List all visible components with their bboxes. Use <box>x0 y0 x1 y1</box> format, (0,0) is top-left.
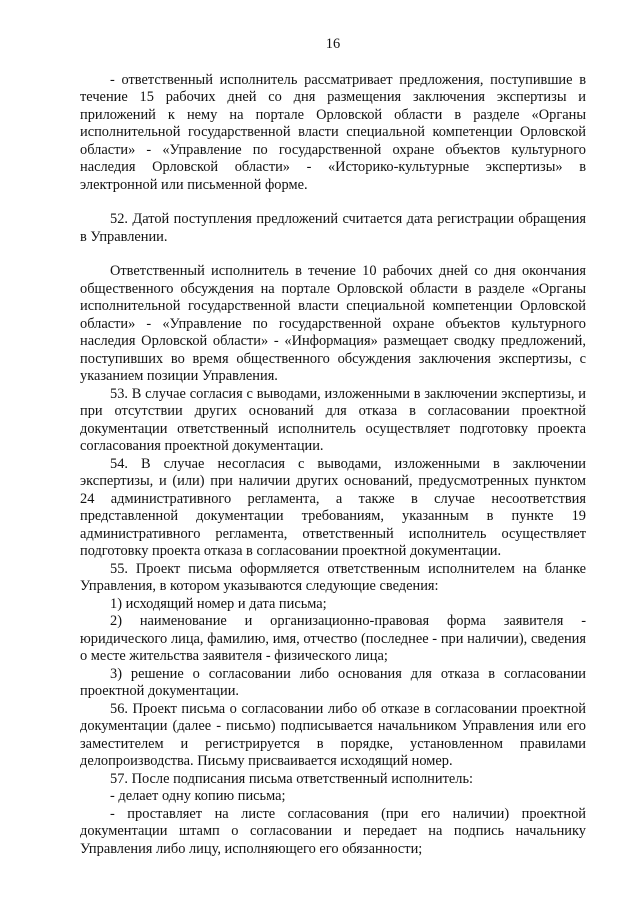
list-item-1: 1) исходящий номер и дата письма; <box>110 595 327 612</box>
paragraph-53: 53. В случае согласия с выводами, изложенными в заключении экспертизы, и при отсутствии других оснований для отказа в согласовании проектной документации ответственный исполнитель осуществляет подготовку проекта согласования проектной документации. <box>80 385 586 454</box>
list-item-stamp: - проставляет на листе согласования (при его наличии) проектной документации штамп о согласовании и передает на подпись начальнику Управления либо лицу, исполняющего его обязанности; <box>80 805 586 857</box>
paragraph-55: 55. Проект письма оформляется ответственным исполнителем на бланке Управления, в котором указываются следующие сведения: <box>80 560 586 594</box>
list-item-2: 2) наименование и организационно-правовая форма заявителя - юридического лица, фамилию, имя, отчество (последнее - при наличии), сведения о месте жительства заявителя - физического лица; <box>80 613 586 664</box>
page-number: 16 <box>325 36 341 52</box>
paragraph-52: 52. Датой поступления предложений считается дата регистрации обращения в Управлении. <box>80 211 586 245</box>
paragraph-proposals-review: - ответственный исполнитель рассматривает предложения, поступившие в течение 15 рабочих дней со дня размещения заключения экспертизы и приложений к нему на портале Орловской области в разделе «Органы исполнительной государственной власти специальной компетенции Орловской области» - «Управление по государственной охране объектов культурного наследия Орловской области» - «Историко-культурные экспертизы» в электронной или письменной форме. <box>80 71 586 193</box>
list-item-copy: - делает одну копию письма; <box>110 788 286 804</box>
paragraph-54: 54. В случае несогласия с выводами, изложенными в заключении экспертизы, и (или) при наличии других оснований, предусмотренных пунктом 24 административного регламента, а также в случае несоответствия представленной документации требованиям, указанным в пункте 19 административного регламента, ответственный исполнитель осуществляет подготовку проекта отказа в согласовании проектной документации. <box>80 455 586 559</box>
paragraph-57: 57. После подписания письма ответственный исполнитель: <box>110 770 474 787</box>
paragraph-56: 56. Проект письма о согласовании либо об отказе в согласовании проектной документации (далее - письмо) подписывается начальником Управления или его заместителем и регистрируется в порядке, установленном правилами делопроизводства. Письму присваивается исходящий номер. <box>80 700 586 769</box>
paragraph-summary-publication: Ответственный исполнитель в течение 10 рабочих дней со дня окончания общественного обсуждения на портале Орловской области в разделе «Органы исполнительной государственной власти специальной компетенции Орловской области» - «Управление по государственной охране объектов культурного наследия Орловской области» - «Информация» размещает сводку предложений, поступивших во время общественного обсуждения заключения экспертизы, с указанием позиции Управления. <box>80 263 586 384</box>
list-item-3: 3) решение о согласовании либо основания для отказа в согласовании проектной документации. <box>80 665 586 699</box>
